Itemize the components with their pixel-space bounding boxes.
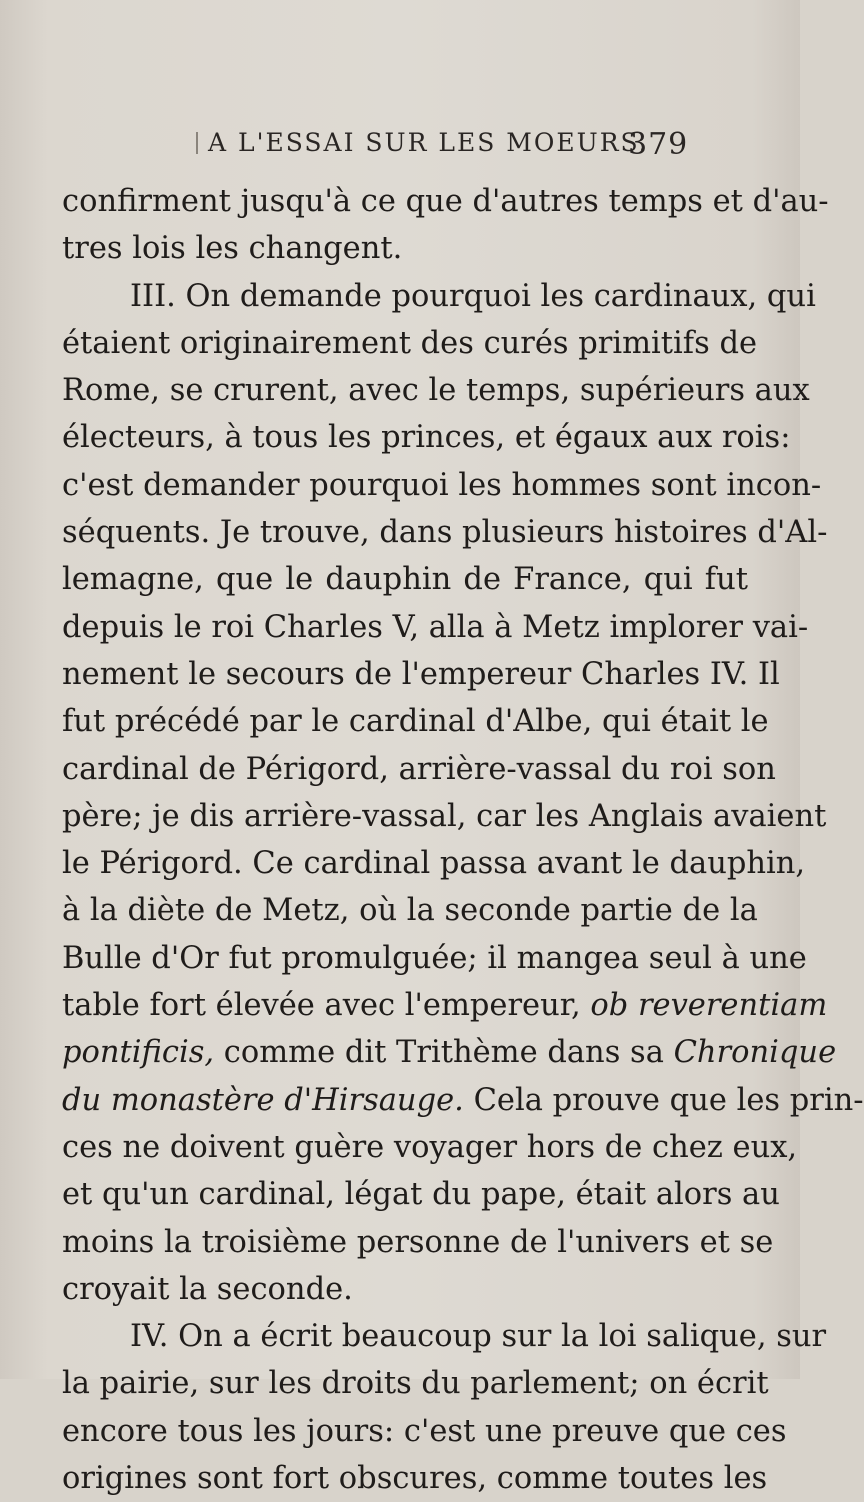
running-title: A L'ESSAI SUR LES MOEURS.: [208, 128, 649, 157]
text-line: encore tous les jours: c'est une preuve que ces: [62, 1413, 787, 1449]
text-segment: comme dit Trithème dans sa: [223, 1035, 664, 1071]
latin-quote-end: pontificis,: [62, 1035, 215, 1071]
body-text: [62, 178, 864, 1502]
work-title: Chronique: [673, 1035, 837, 1071]
text-line: séquents. Je trouve, dans plusieurs histoires d'Al-: [62, 515, 828, 551]
text-line: c'est demander pourquoi les hommes sont incon-: [62, 467, 822, 503]
text-line: et qu'un cardinal, légat du pape, était alors au: [62, 1177, 780, 1213]
text-line: depuis le roi Charles V, alla à Metz implorer vai-: [62, 609, 809, 645]
text-line: croyait la seconde.: [62, 1271, 353, 1307]
text-line: cardinal de Périgord, arrière-vassal du roi son: [62, 751, 776, 787]
margin-mark: [196, 132, 198, 154]
page-number: 379: [628, 127, 689, 162]
text-line-mixed: [62, 1077, 864, 1124]
text-line: tres lois les changent.: [62, 231, 403, 267]
text-line: étaient originairement des curés primitifs de: [62, 325, 758, 361]
text-line: père; je dis arrière-vassal, car les Anglais avaient: [62, 798, 827, 834]
text-line: lemagne, que le dauphin de France, qui fut: [62, 562, 748, 598]
work-title-end: du monastère d'Hirsauge.: [62, 1082, 464, 1118]
text-line: Bulle d'Or fut promulguée; il mangea seul à une: [62, 940, 807, 976]
running-head: [208, 128, 649, 157]
text-line: fut précédé par le cardinal d'Albe, qui était le: [62, 704, 769, 740]
text-line-mixed: [62, 982, 828, 1029]
text-line: Rome, se crurent, avec le temps, supérieurs aux: [62, 373, 810, 409]
text-line: le Périgord. Ce cardinal passa avant le dauphin,: [62, 846, 806, 882]
text-line: moins la troisième personne de l'univers et se: [62, 1224, 774, 1260]
text-line: confirment jusqu'à ce que d'autres temps et d'au-: [62, 184, 829, 219]
latin-quote: ob reverentiam: [590, 988, 828, 1024]
text-line: nement le secours de l'empereur Charles IV. Il: [62, 656, 780, 692]
text-segment: Cela prouve que les prin-: [473, 1082, 864, 1118]
text-line: la pairie, sur les droits du parlement; on écrit: [62, 1366, 769, 1402]
paragraph-start-iii: III. On demande pourquoi les cardinaux, qui: [130, 278, 816, 314]
text-line-mixed: [62, 1029, 837, 1076]
text-line: origines sont fort obscures, comme toutes les: [62, 1461, 768, 1497]
text-line: à la diète de Metz, où la seconde partie de la: [62, 893, 758, 929]
text-line: électeurs, à tous les princes, et égaux aux rois:: [62, 420, 791, 456]
text-line: ces ne doivent guère voyager hors de chez eux,: [62, 1129, 798, 1165]
text-segment: table fort élevée avec l'empereur,: [62, 988, 581, 1024]
paragraph-start-iv: IV. On a écrit beaucoup sur la loi salique, sur: [130, 1319, 827, 1355]
